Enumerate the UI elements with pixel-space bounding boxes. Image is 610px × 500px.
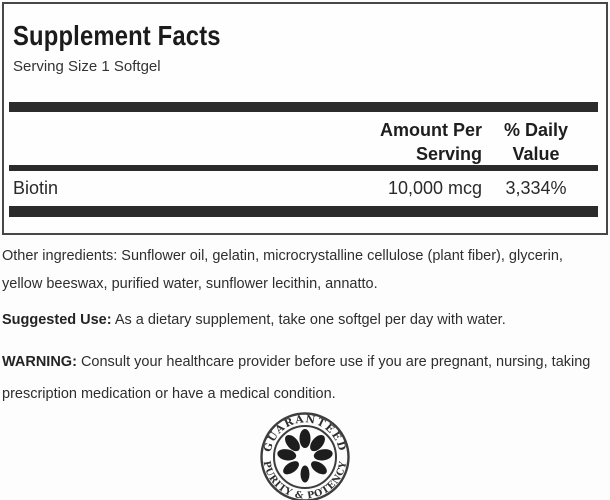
other-ingredients-line1: Other ingredients: Sunflower oil, gelatin, microcrystalline cellulose (plant fiber), glycerin, <box>2 248 563 264</box>
divider-bar-thick-bottom <box>9 206 598 217</box>
column-header-dv-line1: % Daily <box>503 120 569 140</box>
seal-top-text: GUARANTEED <box>261 413 349 454</box>
divider-bar-thin <box>9 165 598 171</box>
other-ingredients-line2: yellow beeswax, purified water, sunflower lecithin, annatto. <box>2 276 378 292</box>
seal-bottom-text: PURITY & POTENCY <box>260 460 350 500</box>
suggested-use-text: As a dietary supplement, take one softgel per day with water. <box>114 312 506 328</box>
warning-line1-text: Consult your healthcare provider before use if you are pregnant, nursing, taking <box>80 354 591 370</box>
column-header-amount-line1: Amount Per <box>379 120 482 140</box>
suggested-use-label: Suggested Use: <box>2 312 112 328</box>
other-ingredients-paragraph <box>2 242 608 298</box>
warning-line1 <box>2 346 608 378</box>
divider-bar-thick-top <box>9 102 598 112</box>
column-header-dv-line2: Value <box>512 144 560 164</box>
panel-title: Supplement Facts <box>13 20 221 51</box>
warning-label: WARNING: <box>2 354 77 370</box>
nutrient-name: Biotin <box>13 178 59 198</box>
nutrient-daily-value: 3,334% <box>505 178 567 198</box>
purity-potency-seal <box>259 411 351 500</box>
column-header-amount-per-serving <box>300 118 482 166</box>
serving-size-text: Serving Size 1 Softgel <box>13 58 161 75</box>
column-header-amount-line2: Serving <box>415 144 482 164</box>
suggested-use-paragraph <box>2 306 608 334</box>
leaf-cluster-icon <box>276 429 333 483</box>
warning-paragraph <box>2 346 608 410</box>
nutrient-amount: 10,000 mcg <box>387 178 482 198</box>
warning-line2: prescription medication or have a medical condition. <box>2 386 336 402</box>
column-header-daily-value <box>490 118 582 166</box>
